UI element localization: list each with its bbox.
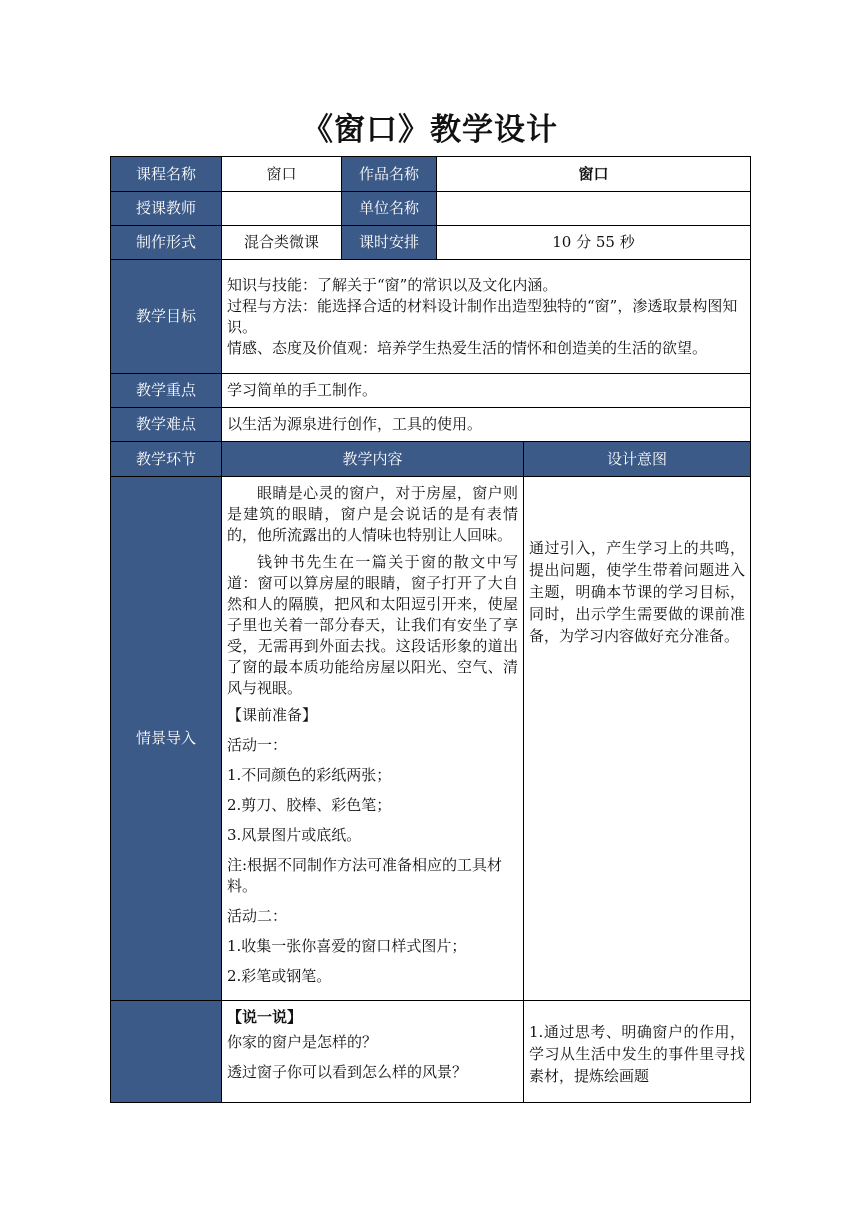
discuss-intent-text: 1.通过思考、明确窗户的作用，学习从生活中发生的事件里寻找素材，提炼绘画题	[529, 1023, 746, 1085]
content-header: 教学内容	[222, 442, 524, 477]
prep-item-2: 2.剪刀、胶棒、彩色笔；	[227, 796, 392, 814]
prep-item-4: 1.收集一张你喜爱的窗口样式图片；	[227, 937, 467, 955]
discuss-question-1: 你家的窗户是怎样的？	[227, 1033, 378, 1051]
work-name-label: 作品名称	[342, 157, 437, 192]
discuss-content	[222, 1001, 524, 1103]
goals-label: 教学目标	[111, 260, 222, 374]
work-name-value: 窗口	[437, 157, 751, 192]
page-title: 《窗口》教学设计	[302, 112, 558, 148]
course-name-value: 窗口	[222, 157, 342, 192]
time-value: 10 分 55 秒	[437, 226, 751, 260]
discuss-stage-label	[111, 1001, 222, 1103]
goal-knowledge: 知识与技能：了解关于“窗”的常识以及文化内涵。	[227, 275, 558, 294]
table-row	[111, 442, 751, 477]
lesson-plan-table	[110, 156, 751, 1103]
intro-intent	[524, 477, 751, 1001]
table-row	[111, 260, 751, 374]
prep-item-1: 1.不同颜色的彩纸两张；	[227, 766, 392, 784]
prep-heading: 【课前准备】	[227, 706, 318, 724]
teacher-label: 授课教师	[111, 192, 222, 226]
course-name-label: 课程名称	[111, 157, 222, 192]
prep-note: 注:根据不同制作方法可准备相应的工具材料。	[227, 856, 503, 895]
table-row	[111, 192, 751, 226]
activity-2-label: 活动二：	[227, 907, 288, 925]
form-value: 混合类微课	[222, 226, 342, 260]
table-row	[111, 226, 751, 260]
activity-1-label: 活动一：	[227, 736, 288, 754]
table-row	[111, 374, 751, 408]
goal-emotion: 情感、态度及价值观：培养学生热爱生活的情怀和创造美的生活的欲望。	[227, 338, 708, 357]
focus-value: 学习简单的手工制作。	[222, 374, 751, 408]
discuss-intent	[524, 1001, 751, 1103]
difficulty-label: 教学难点	[111, 408, 222, 442]
intro-paragraph-1: 眼睛是心灵的窗户，对于房屋，窗户则是建筑的眼睛，窗户是会说话的是有表情的，他所流露出的人情味也特别让人回味。	[227, 484, 518, 544]
table-row	[111, 408, 751, 442]
table-row	[111, 1001, 751, 1103]
intro-intent-text: 通过引入，产生学习上的共鸣，提出问题，使学生带着问题进入主题，明确本节课的学习目标，同时，出示学生需要做的课前准备，为学习内容做好充分准备。	[529, 539, 746, 645]
stage-header: 教学环节	[111, 442, 222, 477]
time-label: 课时安排	[342, 226, 437, 260]
goals-content	[222, 260, 751, 374]
prep-item-5: 2.彩笔或钢笔。	[227, 967, 332, 985]
unit-value	[437, 192, 751, 226]
table-row	[111, 477, 751, 1001]
prep-item-3: 3.风景图片或底纸。	[227, 826, 362, 844]
intro-content	[222, 477, 524, 1001]
intent-header: 设计意图	[524, 442, 751, 477]
discuss-heading: 【说一说】	[227, 1008, 303, 1026]
unit-label: 单位名称	[342, 192, 437, 226]
table-row	[111, 157, 751, 192]
intro-stage-label: 情景导入	[111, 477, 222, 1001]
intro-paragraph-2: 钱钟书先生在一篇关于窗的散文中写道：窗可以算房屋的眼睛，窗子打开了大自然和人的隔膜，把风和太阳逗引开来，使屋子里也关着一部分春天，让我们有安坐了享受，无需再到外面去找。这段话形象的道出了窗的最本质功能给房屋以阳光、空气、清风与视眼。	[227, 553, 518, 697]
form-label: 制作形式	[111, 226, 222, 260]
difficulty-value: 以生活为源泉进行创作，工具的使用。	[222, 408, 751, 442]
goal-process: 过程与方法：能选择合适的材料设计制作出造型独特的“窗”，渗透取景构图知识。	[227, 296, 738, 336]
teacher-value	[222, 192, 342, 226]
focus-label: 教学重点	[111, 374, 222, 408]
discuss-question-2: 透过窗子你可以看到怎么样的风景？	[227, 1063, 468, 1081]
